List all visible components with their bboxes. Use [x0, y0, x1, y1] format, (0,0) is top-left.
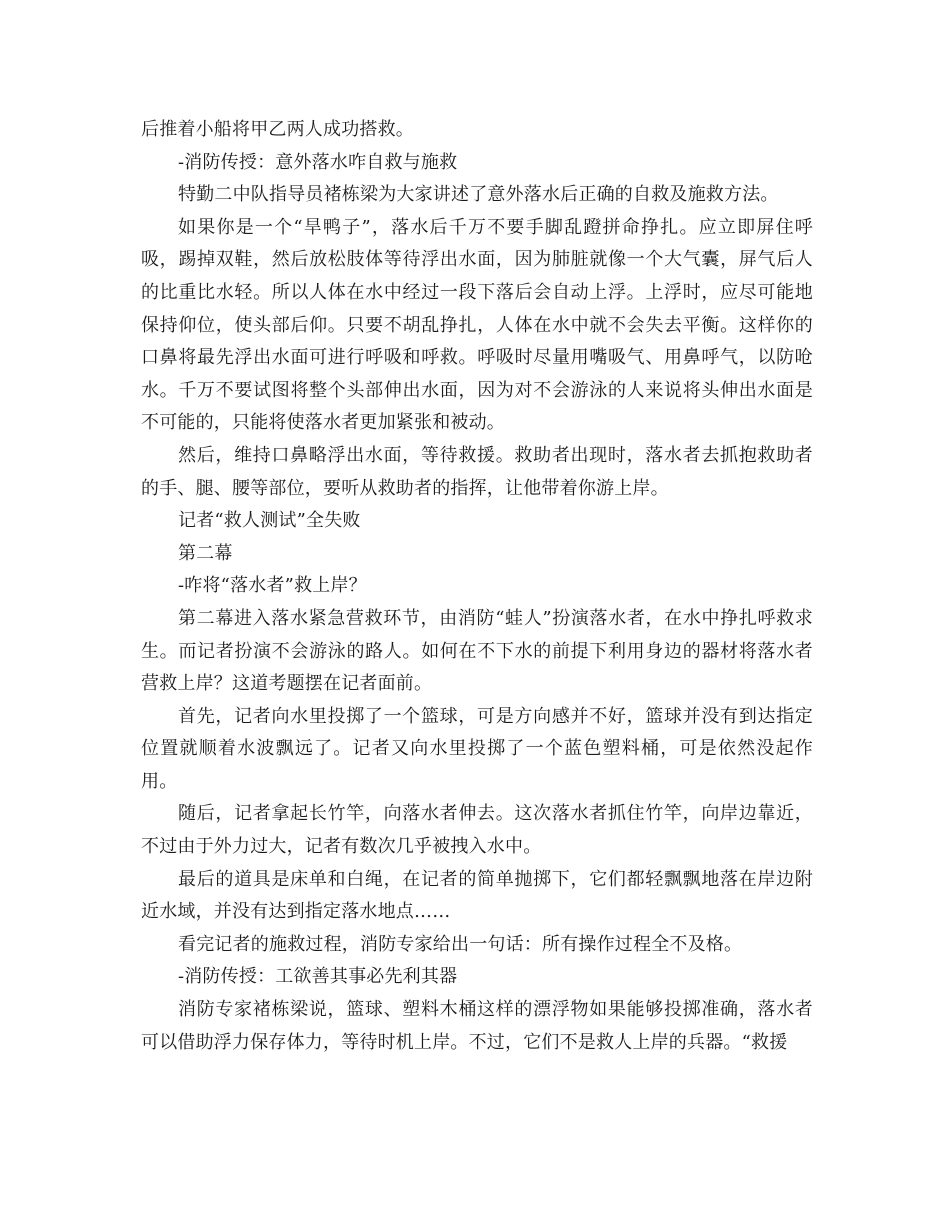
paragraph-10: 首先，记者向水里投掷了一个篮球，可是方向感并不好，篮球并没有到达指定位置就顺着水波飘远了。记者又向水里投掷了一个蓝色塑料桶，可是依然没起作用。 [141, 705, 813, 792]
paragraph-5: 然后，维持口鼻略浮出水面，等待救援。救助者出现时，落水者去抓抱救助者的手、腿、腰等部位，要听从救助者的指挥，让他带着你游上岸。 [141, 444, 813, 499]
document-body [141, 114, 813, 1059]
section-heading-test: 记者“救人测试”全失败 [178, 510, 361, 532]
paragraph-11: 随后，记者拿起长竹竿，向落水者伸去。这次落水者抓住竹竿，向岸边靠近，不过由于外力过大，记者有数次几乎被拽入水中。 [141, 803, 813, 858]
section-heading-tools: -消防传授：工欲善其事必先利其器 [178, 966, 458, 988]
section-heading-self-rescue: -消防传授：意外落水咋自救与施救 [178, 151, 458, 173]
paragraph-12: 最后的道具是床单和白绳，在记者的简单抛掷下，它们都轻飘飘地落在岸边附近水域，并没有达到指定落水地点…… [141, 868, 813, 923]
section-heading-rescue-question: -咋将“落水者”救上岸？ [178, 575, 367, 597]
paragraph-1: 后推着小船将甲乙两人成功搭救。 [141, 119, 414, 140]
paragraph-9: 第二幕进入落水紧急营救环节，由消防“蛙人”扮演落水者，在水中挣扎呼救求生。而记者扮演不会游泳的路人。如何在不下水的前提下利用身边的器材将落水者营救上岸？这道考题摆在记者面前。 [141, 607, 813, 695]
paragraph-3: 特勤二中队指导员褚栋梁为大家讲述了意外落水后正确的自救及施救方法。 [178, 184, 779, 206]
section-heading-act-two: 第二幕 [178, 542, 233, 564]
paragraph-13: 看完记者的施救过程，消防专家给出一句话：所有操作过程全不及格。 [178, 933, 743, 955]
paragraph-15: 消防专家褚栋梁说，篮球、塑料木桶这样的漂浮物如果能够投掷准确，落水者可以借助浮力保存体力，等待时机上岸。不过，它们不是救人上岸的兵器。“救援 [141, 999, 813, 1053]
paragraph-4: 如果你是一个“旱鸭子”，落水后千万不要手脚乱蹬拼命挣扎。应立即屏住呼吸，踢掉双鞋，然后放松肢体等待浮出水面，因为肺脏就像一个大气囊，屏气后人的比重比水轻。所以人体在水中经过一段下落后会自动上浮。上浮时，应尽可能地保持仰位，使头部后仰。只要不胡乱挣扎，人体在水中就不会失去平衡。这样你的口鼻将最先浮出水面可进行呼吸和呼救。呼吸时尽量用嘴吸气、用鼻呼气，以防呛水。千万不要试图将整个头部伸出水面，因为对不会游泳的人来说将头伸出水面是不可能的，只能将使落水者更加紧张和被动。 [141, 216, 813, 434]
